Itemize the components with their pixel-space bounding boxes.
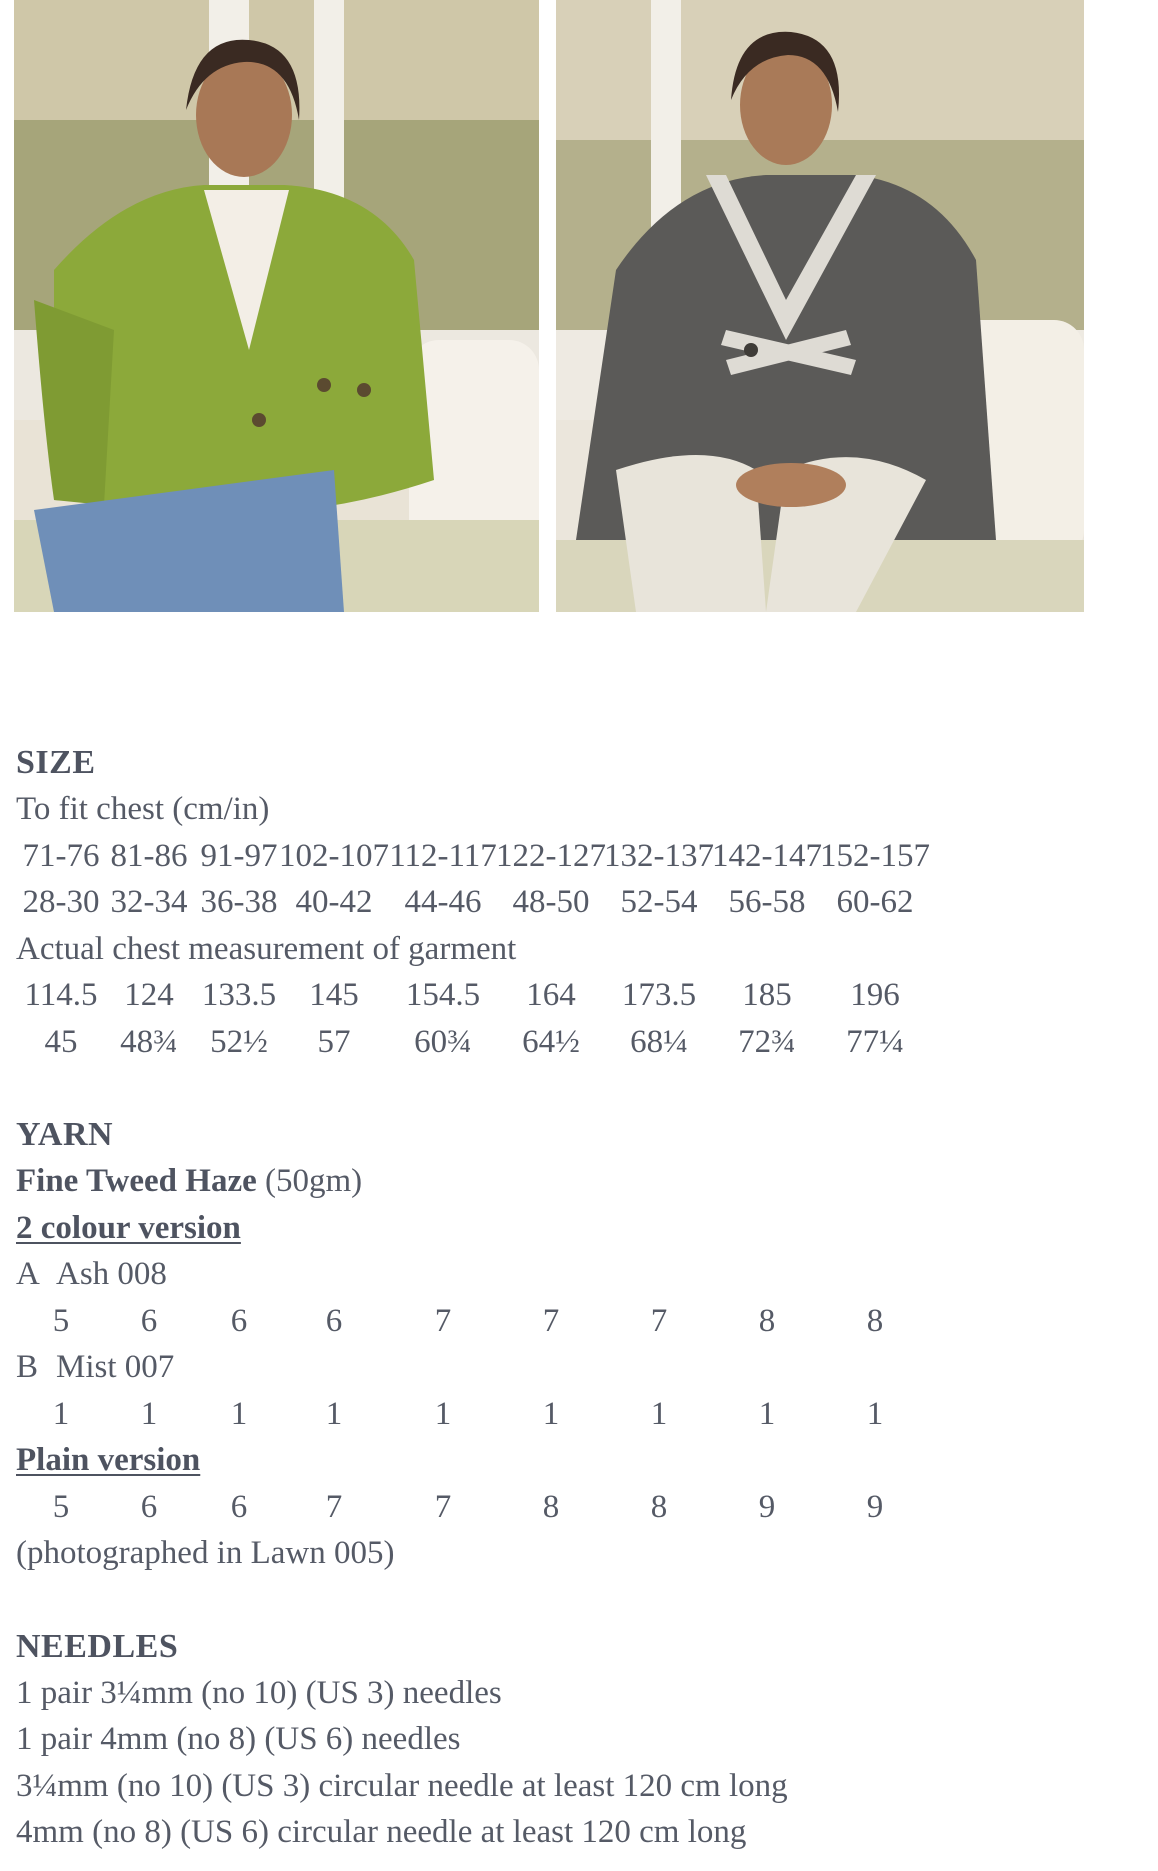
size-cell: 44-46 [404, 884, 482, 920]
photo-strip [14, 0, 1084, 612]
size-cell: 36-38 [200, 884, 278, 920]
size-cell: 71-76 [22, 837, 100, 874]
size-cell: 7 [650, 1302, 668, 1339]
green-cardigan-photo [14, 0, 539, 612]
size-cell: 60-62 [836, 884, 914, 920]
plain-version-label: Plain version [16, 1442, 201, 1478]
two-colour-version-label: 2 colour version [16, 1209, 241, 1246]
shade-a-letter: A [16, 1256, 40, 1292]
size-cell: 6 [230, 1488, 248, 1525]
needle-item: 3¼mm (no 10) (US 3) circular needle at least 120 cm long [16, 1767, 788, 1804]
size-cell: 102-107 [279, 837, 389, 874]
size-cell: 6 [230, 1302, 248, 1339]
size-cell: 77¼ [846, 1023, 904, 1060]
size-cell: 28-30 [22, 884, 100, 920]
size-cell: 164 [526, 977, 576, 1013]
size-cell: 6 [140, 1302, 158, 1339]
yarn-name-line [16, 1158, 1146, 1205]
size-cell: 91-97 [200, 837, 278, 874]
size-cell: 8 [650, 1488, 668, 1525]
actual-chest-label: Actual chest measurement of garment [16, 930, 517, 967]
yarn-name: Fine Tweed Haze [16, 1163, 257, 1199]
size-cell: 122-127 [496, 837, 606, 874]
size-cell: 6 [325, 1302, 343, 1339]
size-cell: 173.5 [621, 977, 697, 1013]
pattern-info [16, 740, 1146, 1856]
shade-a-name: Ash 008 [56, 1256, 167, 1292]
shade-b-name: Mist 007 [56, 1349, 175, 1385]
size-cell: 9 [866, 1488, 884, 1525]
size-cell: 5 [52, 1302, 70, 1339]
size-cell: 7 [434, 1302, 452, 1339]
size-cell: 48-50 [512, 884, 590, 920]
size-cell: 1 [434, 1395, 452, 1432]
photographed-note: (photographed in Lawn 005) [16, 1535, 395, 1571]
yarn-heading: YARN [16, 1116, 114, 1153]
size-cell: 45 [44, 1023, 78, 1060]
shade-b-label [16, 1344, 1146, 1391]
needle-item: 1 pair 3¼mm (no 10) (US 3) needles [16, 1674, 502, 1711]
size-cell: 48¾ [120, 1023, 178, 1060]
size-cell: 56-58 [728, 884, 806, 920]
fit-in-row [16, 879, 1146, 926]
size-cell: 8 [542, 1488, 560, 1525]
size-cell: 1 [140, 1395, 158, 1432]
size-cell: 7 [325, 1488, 343, 1525]
size-cell: 81-86 [110, 837, 188, 874]
size-cell: 64½ [522, 1023, 580, 1060]
size-cell: 57 [317, 1023, 351, 1060]
size-cell: 52½ [210, 1023, 268, 1060]
size-cell: 154.5 [405, 977, 481, 1013]
size-cell: 8 [758, 1302, 776, 1339]
yarn-weight: (50gm) [256, 1163, 363, 1199]
size-cell: 1 [758, 1395, 776, 1432]
size-cell: 133.5 [201, 977, 277, 1013]
size-cell: 124 [124, 977, 174, 1013]
size-cell: 7 [542, 1302, 560, 1339]
size-cell: 1 [866, 1395, 884, 1432]
size-cell: 1 [650, 1395, 668, 1432]
size-cell: 72¾ [738, 1023, 796, 1060]
needle-item: 1 pair 4mm (no 8) (US 6) needles [16, 1721, 461, 1757]
size-cell: 1 [542, 1395, 560, 1432]
size-cell: 142-147 [712, 837, 822, 874]
size-cell: 112-117 [389, 837, 497, 874]
size-cell: 185 [742, 977, 792, 1013]
shade-a-label [16, 1251, 1146, 1298]
shade-b-amounts-row [16, 1391, 1146, 1438]
size-cell: 1 [325, 1395, 343, 1432]
size-cell: 196 [850, 977, 900, 1013]
size-cell: 132-137 [604, 837, 714, 874]
size-cell: 114.5 [24, 977, 98, 1013]
size-cell: 7 [434, 1488, 452, 1525]
actual-in-row [16, 1019, 1146, 1066]
size-cell: 1 [230, 1395, 248, 1432]
needles-heading: NEEDLES [16, 1627, 179, 1665]
needle-item: 4mm (no 8) (US 6) circular needle at least 120 cm long [16, 1814, 747, 1850]
size-cell: 32-34 [110, 884, 188, 920]
size-cell: 145 [309, 977, 359, 1013]
size-cell: 68¼ [630, 1023, 688, 1060]
size-cell: 5 [52, 1488, 70, 1525]
size-cell: 8 [866, 1302, 884, 1339]
size-cell: 40-42 [295, 884, 373, 920]
size-cell: 9 [758, 1488, 776, 1525]
size-cell: 60¾ [414, 1023, 472, 1060]
fit-cm-row [16, 833, 1146, 880]
size-cell: 6 [140, 1488, 158, 1525]
size-cell: 52-54 [620, 884, 698, 920]
size-cell: 152-157 [820, 837, 930, 874]
to-fit-chest-label: To fit chest (cm/in) [16, 791, 270, 827]
plain-amounts-row [16, 1484, 1146, 1531]
size-heading: SIZE [16, 744, 96, 781]
size-cell: 1 [52, 1395, 70, 1432]
shade-b-letter: B [16, 1349, 39, 1385]
grey-cardigan-photo [556, 0, 1084, 612]
shade-a-amounts-row [16, 1298, 1146, 1345]
actual-cm-row [16, 972, 1146, 1019]
